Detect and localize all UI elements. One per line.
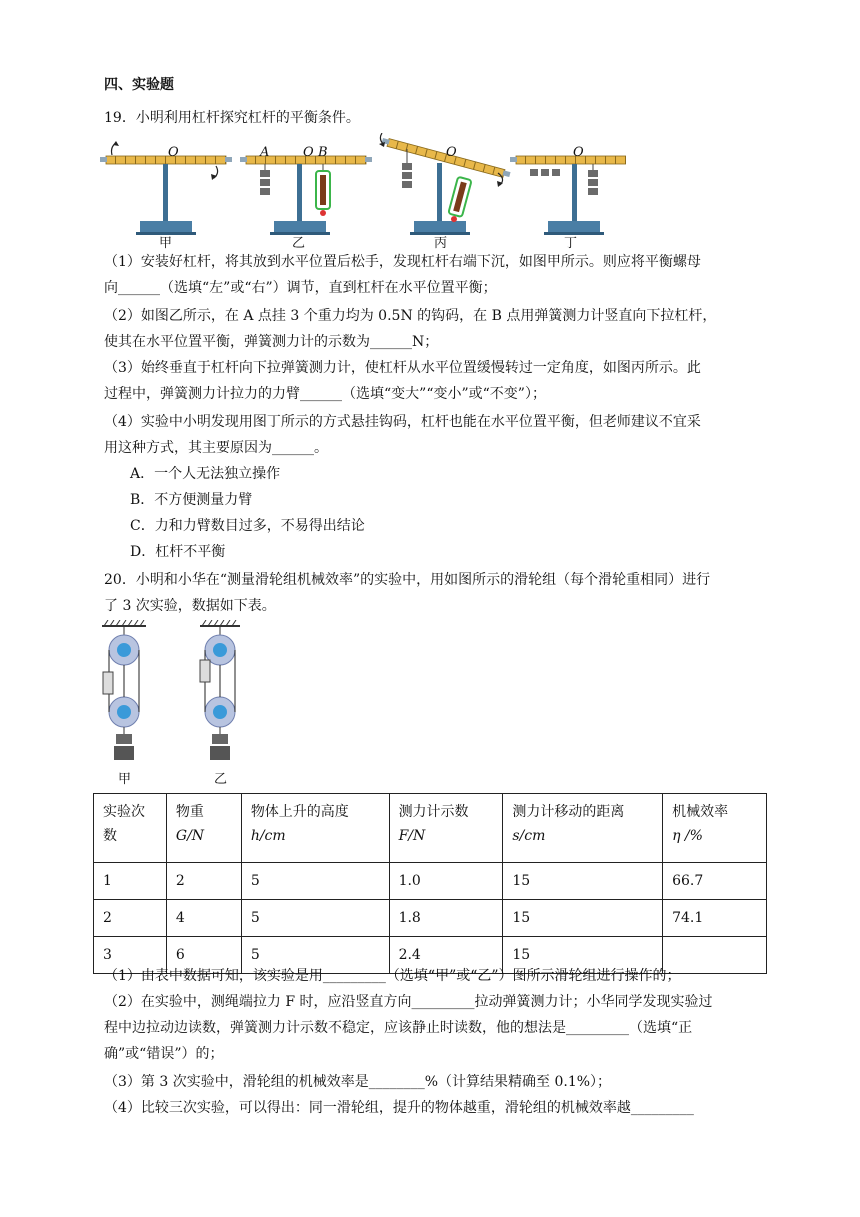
label-a-yi: A — [260, 145, 270, 160]
section-title: 四、实验题 — [104, 77, 174, 93]
q20-p3: （3）第 3 次实验中，滑轮组的机械效率是________%（计算结果精确至 0.1%）； — [104, 1074, 612, 1090]
table-cell: 2 — [94, 900, 167, 937]
table-header-cell: 测力计示数 F/N — [389, 794, 503, 863]
pulley-caption-jia: 甲 — [118, 772, 132, 787]
q20-p2-line2: 程中边拉动边读数，弹簧测力计示数不稳定，应该静止时读数，他的想法是_________（选填“正 — [104, 1020, 693, 1036]
label-o-yi: O — [303, 145, 314, 160]
q20-stem-line1: 20．小明和小华在“测量滑轮组机械效率”的实验中，用如图所示的滑轮组（每个滑轮重相同）进行 — [104, 572, 711, 588]
q19-p2-line1: （2）如图乙所示，在 A 点挂 3 个重力均为 0.5N 的钩码，在 B 点用弹簧测力计竖直向下拉杠杆， — [104, 308, 717, 324]
table-cell: 15 — [503, 900, 663, 937]
table-cell: 15 — [503, 937, 663, 974]
label-o-jia: O — [168, 145, 179, 160]
table-cell: 5 — [241, 937, 389, 974]
lever-fig-yi — [240, 156, 372, 235]
table-cell: 4 — [166, 900, 241, 937]
pulley-fig-yi — [200, 620, 240, 760]
table-cell: 2 — [166, 863, 241, 900]
table-cell: 74.1 — [663, 900, 767, 937]
table-cell: 66.7 — [663, 863, 767, 900]
table-cell: 5 — [241, 900, 389, 937]
table-cell: 5 — [241, 863, 389, 900]
table-cell: 15 — [503, 863, 663, 900]
q19-p3-line2: 过程中，弹簧测力计拉力的力臂______（选填“变大”“变小”或“不变”）； — [104, 386, 546, 402]
q20-p2-line3: 确”或“错误”）的； — [104, 1046, 224, 1062]
q19-p3-line1: （3）始终垂直于杠杆向下拉弹簧测力计，使杠杆从水平位置缓慢转过一定角度，如图丙所示。此 — [104, 360, 701, 376]
table-cell: 3 — [94, 937, 167, 974]
pulley-figures — [96, 620, 256, 770]
q20-p1: （1）由表中数据可知，该实验是用_________（选填“甲”或“乙”）图所示滑轮组进行操作的； — [104, 968, 681, 984]
table-header-cell: 物重 G/N — [166, 794, 241, 863]
q19-p4-line1: （4）实验中小明发现用图丁所示的方式悬挂钩码，杠杆也能在水平位置平衡，但老师建议不宜采 — [104, 414, 701, 430]
q19-option-b: B．不方便测量力臂 — [130, 492, 253, 508]
table-cell: 2.4 — [389, 937, 503, 974]
table-header-cell: 实验次 数 — [94, 794, 167, 863]
table-header-cell: 机械效率 η /% — [663, 794, 767, 863]
lever-fig-ding — [510, 156, 626, 235]
q19-option-a: A．一个人无法独立操作 — [130, 466, 281, 482]
fig-caption-ding: 丁 — [564, 236, 578, 251]
fig-caption-yi: 乙 — [292, 236, 306, 251]
fig-caption-jia: 甲 — [159, 236, 173, 251]
pulley-caption-yi: 乙 — [214, 772, 228, 787]
table-cell: 1.8 — [389, 900, 503, 937]
table-row — [94, 900, 767, 937]
q19-p4-line2: 用这种方式，其主要原因为______。 — [104, 440, 328, 456]
q19-p1-line1: （1）安装好杠杆，将其放到水平位置后松手，发现杠杆右端下沉，如图甲所示。则应将平衡螺母 — [104, 254, 701, 270]
pulley-fig-jia — [102, 620, 146, 760]
q19-stem: 19．小明利用杠杆探究杠杆的平衡条件。 — [104, 110, 360, 126]
label-b-yi: B — [318, 145, 328, 160]
q20-stem-line2: 了 3 次实验，数据如下表。 — [104, 598, 276, 614]
data-table — [93, 793, 767, 974]
table-row — [94, 863, 767, 900]
q20-p2-line1: （2）在实验中，测绳端拉力 F 时，应沿竖直方向_________拉动弹簧测力计；小华同学发现实验过 — [104, 994, 713, 1010]
lever-fig-jia — [100, 141, 232, 235]
label-o-ding: O — [573, 145, 584, 160]
fig-caption-bing: 丙 — [434, 236, 448, 251]
table-header-cell: 物体上升的高度 h/cm — [241, 794, 389, 863]
table-cell: 1 — [94, 863, 167, 900]
lever-fig-bing — [379, 133, 511, 235]
q19-option-c: C．力和力臂数目过多，不易得出结论 — [130, 518, 365, 534]
q19-p1-line2: 向______（选填“左”或“右”）调节，直到杠杆在水平位置平衡； — [104, 280, 497, 296]
table-header-cell: 测力计移动的距离 s/cm — [503, 794, 663, 863]
q19-p2-line2: 使其在水平位置平衡，弹簧测力计的示数为______N； — [104, 334, 439, 350]
q20-p4: （4）比较三次实验，可以得出：同一滑轮组，提升的物体越重，滑轮组的机械效率越_________ — [104, 1100, 694, 1116]
label-o-bing: O — [446, 145, 457, 160]
table-cell: 1.0 — [389, 863, 503, 900]
table-cell: 6 — [166, 937, 241, 974]
q19-option-d: D．杠杆不平衡 — [130, 544, 226, 560]
table-header-row — [94, 794, 767, 863]
